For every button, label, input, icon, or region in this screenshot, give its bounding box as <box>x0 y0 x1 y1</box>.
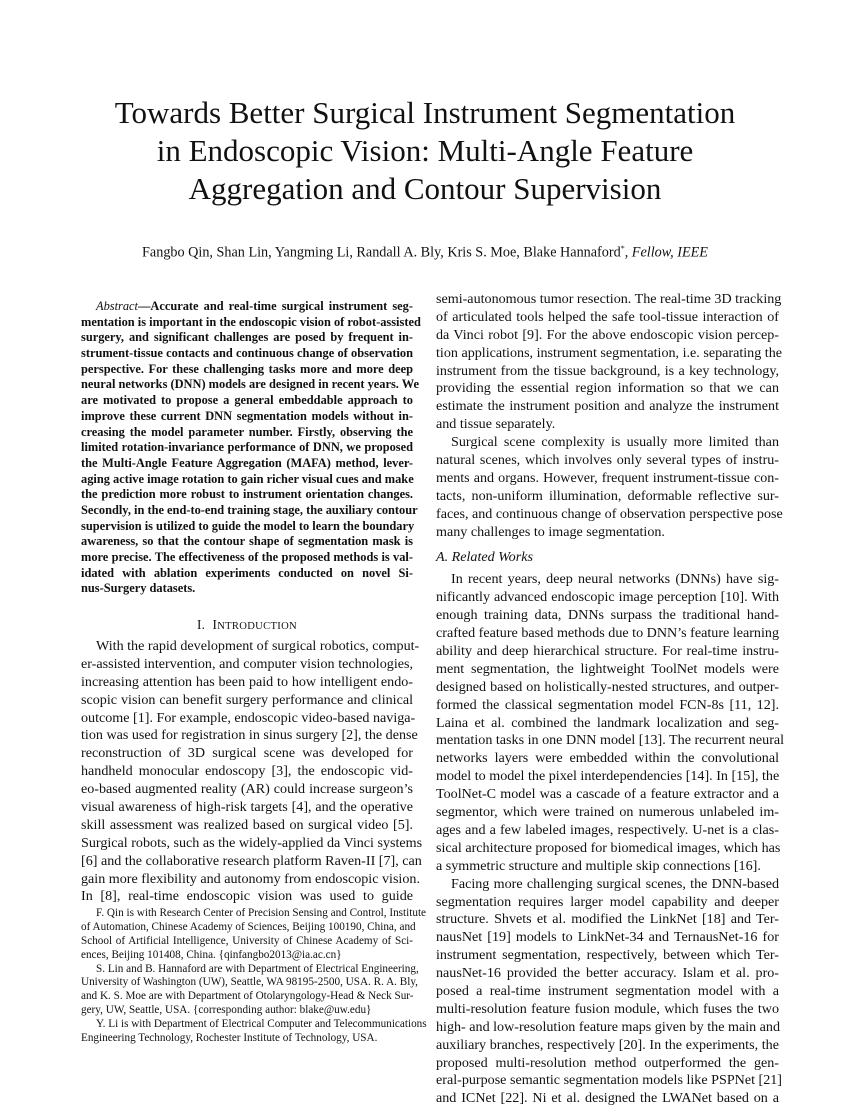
abstract-line: aging active image rotation to gain richer visual cues and make <box>81 471 414 486</box>
abstract-line: neural networks (DNN) models are designed in recent years. We <box>81 377 419 392</box>
body-line: ToolNet-C model was a cascade of a feature extractor and a <box>436 786 779 803</box>
body-line: ment segmentation, the lightweight ToolNet models were <box>436 660 779 677</box>
body-line: increasing attention has been paid to how intelligent endo- <box>81 673 413 690</box>
author-mark: * <box>620 244 625 253</box>
body-line: In [8], real-time endoscopic vision was used to guide <box>81 888 413 905</box>
abstract-line: perspective. For these challenging tasks more and more deep <box>81 361 413 376</box>
section-title-rest: NTRODUCTION <box>217 621 297 632</box>
author-list <box>60 240 790 262</box>
body-line: tion applications, instrument segmentation, i.e. separating the <box>436 344 782 361</box>
body-line: ages and a few labeled images, respectively. U-net is a clas- <box>436 821 779 838</box>
abstract-text: —Accurate and real-time surgical instrument seg- <box>138 299 413 313</box>
abstract-line: nus-Surgery datasets. <box>81 581 196 596</box>
body-line: Surgical robots, such as the widely-applied da Vinci systems <box>81 834 423 851</box>
body-line: da Vinci robot [9]. For the above endoscopic vision percep- <box>436 326 779 343</box>
footnote-line: Y. Li is with Department of Electrical Computer and Telecommunications <box>96 1018 427 1031</box>
body-line: [6] and the collaborative research platform Raven-II [7], can <box>81 852 422 869</box>
body-line: nausNet-16 provided the better accuracy. Islam et al. pro- <box>436 965 779 982</box>
body-line: structure. Shvets et al. modified the LinkNet [18] and Ter- <box>436 911 779 928</box>
paper-title <box>60 94 790 208</box>
abstract-line: the Multi-Angle Feature Aggregation (MAFA) method, lever- <box>81 455 413 470</box>
body-line: ability and deep hierarchical structure. For real-time instru- <box>436 643 779 660</box>
body-line: sical architecture proposed for biomedical images, which has <box>436 839 781 856</box>
body-line: networks layers were embedded within the convolutional <box>436 750 779 767</box>
abstract-line <box>81 299 413 315</box>
abstract-line: idated with ablation experiments conducted on novel Si- <box>81 565 413 580</box>
abstract-line: supervision is utilized to guide the model to learn the boundary <box>81 518 415 533</box>
body-line: ments and organs. However, frequent instrument-tissue con- <box>436 469 779 486</box>
section-title-initial: I <box>212 617 218 632</box>
subsection-heading-related-works: A. Related Works <box>436 549 533 566</box>
section-number: I. <box>196 617 206 632</box>
body-line: gain more flexibility and autonomy from endoscopic vision. <box>81 870 420 887</box>
abstract-line: mentation is important in the endoscopic vision of robot-assisted <box>81 314 421 329</box>
footnotes <box>81 907 427 1046</box>
body-line: In recent years, deep neural networks (DNNs) have sig- <box>451 571 779 588</box>
body-line: faces, and continuous change of observation perspective pose <box>436 505 783 522</box>
footnote-line: F. Qin is with Research Center of Precision Sensing and Control, Institute <box>96 907 427 919</box>
introduction-body <box>81 638 423 906</box>
body-line: tion was used for registration in sinus surgery [2], the dense <box>81 727 418 744</box>
body-line: auxiliary branches, respectively [20]. In the experiments, the <box>436 1036 779 1053</box>
body-line: visual awareness of high-risk targets [4], and the operative <box>81 799 413 816</box>
body-line: a symmetric structure and multiple skip connections [16]. <box>436 857 761 874</box>
abstract-line: awareness, so that the contour shape of segmentation mask is <box>81 534 413 549</box>
body-line: multi-resolution feature fusion module, which fuses the two <box>436 1000 779 1017</box>
title-line: in Endoscopic Vision: Multi-Angle Feature <box>156 133 694 168</box>
author-membership: Fellow, IEEE <box>631 244 708 261</box>
abstract-line: limited rotation-invariance performance of DNN, we proposed <box>81 440 413 455</box>
body-line: many challenges to image segmentation. <box>436 523 665 540</box>
body-line: outcome [1]. For example, endoscopic video-based naviga- <box>81 709 416 726</box>
section-heading-introduction <box>81 617 413 633</box>
body-line: Facing more challenging surgical scenes, the DNN-based <box>451 875 779 892</box>
body-line: and ICNet [22]. Ni et al. designed the LWANet based on a <box>436 1090 779 1107</box>
body-line: high- and low-resolution feature maps given by the main and <box>436 1018 781 1035</box>
body-line: mentation tasks in one DNN model [13]. The recurrent neural <box>436 732 785 749</box>
body-line: posed a real-time instrument segmentation model with a <box>436 982 779 999</box>
body-line: tacts, non-uniform illumination, deformable reflective sur- <box>436 487 779 504</box>
body-line: Surgical scene complexity is usually more limited than <box>451 434 779 451</box>
footnote-line: ences, Beijing 101408, China. {qinfangbo2013@ia.ac.cn} <box>81 948 342 961</box>
body-line: model to model the pixel interdependencies [14]. In [15], the <box>436 768 780 785</box>
body-line: estimate the instrument position and analyze the instrument <box>436 398 779 415</box>
abstract-line: improve these current DNN segmentation models without in- <box>81 408 413 423</box>
body-line: providing the essential region information so that we can <box>436 380 779 397</box>
footnote-line: S. Lin and B. Hannaford are with Department of Electrical Engineering, <box>96 962 419 975</box>
author-suffix: , <box>624 244 632 261</box>
footnote-line: School of Artificial Intelligence, University of Chinese Academy of Sci- <box>81 934 413 947</box>
body-line: proposed multi-resolution method outperformed the gen- <box>436 1054 779 1071</box>
body-line: enough training data, DNNs surpass the traditional hand- <box>436 607 779 624</box>
abstract-label: Abstract <box>96 299 138 313</box>
body-line: handheld monocular endoscopy [3], the endoscopic vid- <box>81 763 413 780</box>
body-line: nausNet [19] models to LinkNet-34 and TernausNet-16 for <box>436 929 779 946</box>
body-line: instrument from the tissue background, is a key technology, <box>436 362 779 379</box>
body-line: eo-based augmented reality (AR) could increase surgeon’s <box>81 781 413 798</box>
body-line: nificantly advanced endoscopic image perception [10]. With <box>436 589 779 606</box>
body-line: semi-autonomous tumor resection. The real-time 3D tracking <box>436 291 782 307</box>
footnote-line: of Automation, Chinese Academy of Sciences, Beijing 100190, China, and <box>81 920 416 933</box>
abstract-line: surgery, and significant challenges are posed by frequent in- <box>81 330 413 345</box>
abstract-line: Secondly, in the end-to-end training stage, the auxiliary contour <box>81 502 418 517</box>
footnote-line: gery, UW, Seattle, USA. {corresponding author: blake@uw.edu} <box>81 1004 372 1017</box>
body-line: segmentor, which were trained on numerous unlabeled im- <box>436 804 779 821</box>
abstract <box>81 299 421 597</box>
footnote-line: and K. S. Moe are with Department of Otolaryngology-Head & Neck Sur- <box>81 990 414 1003</box>
abstract-line: creasing the model parameter number. Firstly, observing the <box>81 424 413 439</box>
body-line: er-assisted intervention, and computer vision technologies, <box>81 655 413 672</box>
body-line: of articulated tools helped the safe tool-tissue interaction of <box>436 308 779 325</box>
right-column <box>436 291 785 1108</box>
abstract-line: more precise. The effectiveness of the proposed methods is val- <box>81 550 413 564</box>
body-line: eral-purpose semantic segmentation models like PSPNet [21] <box>436 1072 783 1089</box>
body-line: reconstruction of 3D surgical scene was developed for <box>81 745 413 762</box>
body-line: instrument segmentation, respectively, between which Ter- <box>436 947 779 964</box>
body-line: natural scenes, which involves only several types of instru- <box>436 452 779 469</box>
abstract-line: are motivated to propose a general embeddable approach to <box>81 393 413 408</box>
author-names: Fangbo Qin, Shan Lin, Yangming Li, Randall A. Bly, Kris S. Moe, Blake Hannaford <box>142 244 621 261</box>
title-line: Towards Better Surgical Instrument Segmentation <box>114 95 736 130</box>
title-line: Aggregation and Contour Supervision <box>188 171 662 206</box>
body-line: scopic vision can benefit surgery performance and clinical <box>81 691 413 708</box>
body-line: formed the classical segmentation model FCN-8s [11, 12]. <box>436 696 779 713</box>
footnote-line: University of Washington (UW), Seattle, WA 98195-2500, USA. R. A. Bly, <box>81 976 418 989</box>
body-line: designed based on holistically-nested structures, and outper- <box>436 678 779 695</box>
body-line: Laina et al. combined the landmark localization and seg- <box>436 714 779 731</box>
body-line: and tissue separately. <box>436 416 556 433</box>
body-line: segmentation requires larger model capability and deeper <box>436 893 779 910</box>
abstract-line: strument-tissue contacts and continuous change of observation <box>81 346 413 361</box>
footnote-line: Engineering Technology, Rochester Institute of Technology, USA. <box>81 1032 378 1045</box>
body-line: skill assessment was realized based on surgical video [5]. <box>81 816 413 833</box>
body-line: With the rapid development of surgical robotics, comput- <box>96 638 420 654</box>
abstract-line: the prediction more robust to instrument orientation changes. <box>81 487 413 502</box>
body-line: crafted feature based methods due to DNN’s feature learning <box>436 625 779 642</box>
